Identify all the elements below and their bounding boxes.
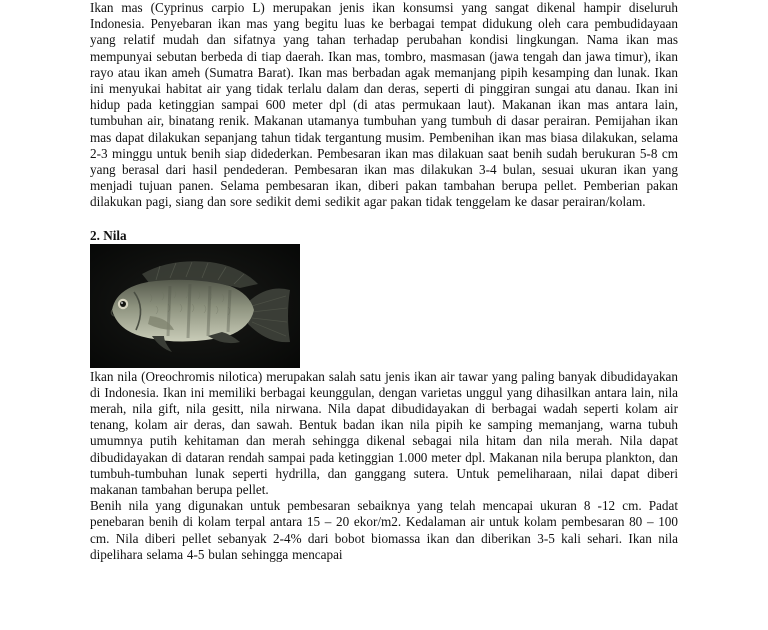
nila-fish-photo [90,244,300,368]
section-heading-nila: 2. Nila [90,227,127,243]
tilapia-fish-photo-icon [90,244,300,368]
paragraph-benih-nila: Benih nila yang digunakan untuk pembesaran sebaiknya yang telah mencapai ukuran 8 -12 cm. Padat penebaran benih di kolam terpal antara 15 – 20 ekor/m2. Kedalaman air untuk kolam pembesaran 80 – 100 cm. Nila diberi pellet sebanyak 2-4% dari bobot biomassa ikan dan diberikan 3-5 kali sehari. Ikan nila dipelihara selama 4-5 bulan sehingga mencapai [90,498,678,562]
document-page [90,0,678,563]
paragraph-ikan-nila: Ikan nila (Oreochromis nilotica) merupakan salah satu jenis ikan air tawar yang paling banyak dibudidayakan di Indonesia. Ikan ini memiliki berbagai keunggulan, dengan varietas unggul yang dihasilkan antara lain, nila merah, nila gift, nila gesitt, nila nirwana. Nila dapat dibudidayakan di berbagai wadah seperti kolam air tenang, kolam air deras, dan sawah. Bentuk badan ikan nila pipih ke samping memanjang, warna tubuh umumnya putih kehitaman dan merah sehingga dikenal sebagai nila hitam dan nila merah. Nila dapat dibudidayakan di dataran rendah sampai pada ketinggian 1.000 meter dpl. Makanan nila berupa plankton, dan tumbuh-tumbuhan lunak seperti hydrilla, dan ganggang sutera. Untuk pemeliharaan, nilai dapat diberi makanan tambahan berupa pellet. [90,368,678,498]
paragraph-ikan-mas: Ikan mas (Cyprinus carpio L) merupakan jenis ikan konsumsi yang sangat dikenal hampir diseluruh Indonesia. Penyebaran ikan mas yang begitu luas ke berbagai tempat didukung oleh cara pembudidayaan yang relatif mudah dan sifatnya yang tahan terhadap perubahan kondisi lingkungan. Nama ikan mas mempunyai sebutan berbeda di tiap daerah. Ikan mas, tombro, masmasan (jawa tengah dan jawa timur), ikan rayo atau ikan ameh (Sumatra Barat). Ikan mas berbadan agak memanjang pipih kesamping dan lunak. Ikan ini menyukai habitat air yang tidak terlalu dalam dan deras, seperti di pinggiran sungai atu danau. Ikan ini hidup pada ketinggian sampai 600 meter dpl (di atas permukaan laut). Makanan ikan mas antara lain, tumbuhan air, binatang renik. Makanan utamanya tumbuhan yang tumbuh di dasar perairan. Pemijahan ikan mas dapat dilakukan sepanjang tahun tidak tergantung musim. Pembenihan ikan mas biasa dilakukan, selama 2-3 minggu untuk benih siap didederkan. Pembesaran ikan mas dilakuan saat benih sudah berukuran 5-8 cm yang berasal dari hasil pendederan. Pembesaran ikan mas dilakukan 3-4 bulan, sesuai ukuran ikan yang menjadi tujuan panen. Selama pembesaran ikan, diberi pakan tambahan berupa pellet. Pemberian pakan dilakukan pagi, siang dan sore sedikit demi sedikit agar pakan tidak tenggelam ke dasar perairan/kolam. [90,0,678,210]
